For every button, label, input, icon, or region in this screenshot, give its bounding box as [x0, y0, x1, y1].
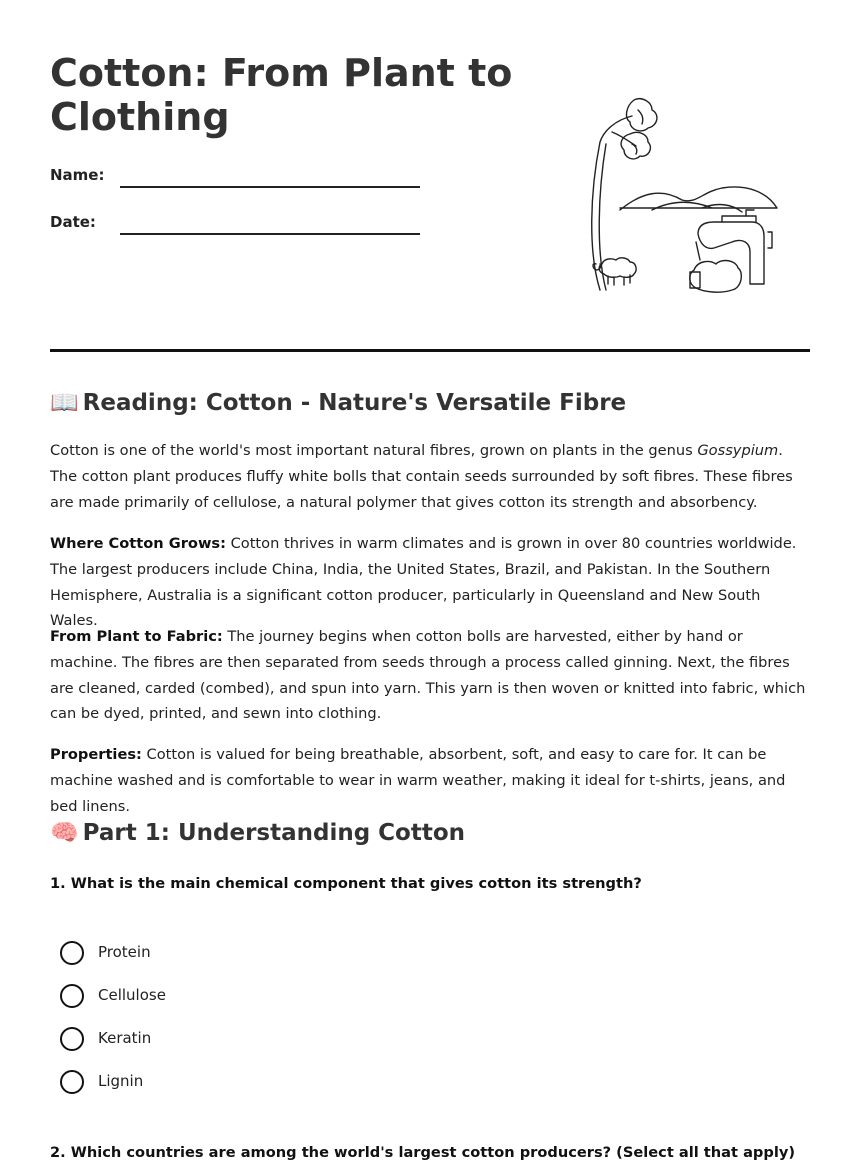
radio-button[interactable] — [60, 941, 84, 965]
cotton-plant-stem — [592, 116, 632, 290]
name-label: Name: — [50, 166, 105, 184]
option-label: Cellulose — [98, 986, 166, 1004]
reading-heading — [50, 388, 626, 418]
part1-heading — [50, 818, 465, 848]
where-cotton-grows-label: Where Cotton Grows: — [50, 535, 226, 552]
question-1: 1. What is the main chemical component that gives cotton its strength? — [50, 875, 642, 892]
q1-option-keratin[interactable] — [60, 1027, 360, 1051]
option-label: Protein — [98, 943, 151, 961]
header-divider — [50, 349, 810, 352]
part1-heading-text: Part 1: Understanding Cotton — [82, 820, 466, 846]
name-input-line[interactable] — [120, 186, 420, 188]
date-label: Date: — [50, 213, 96, 231]
book-icon: 📖 — [50, 390, 79, 416]
radio-button[interactable] — [60, 1070, 84, 1094]
radio-button[interactable] — [60, 984, 84, 1008]
properties-paragraph: Properties: Cotton is valued for being breathable, absorbent, soft, and easy to care for. It can be machine washed and is comfortable to wear in warm weather, making it ideal for t-shirts, jeans, and bed linens. — [50, 746, 786, 815]
reading-intro-paragraph: Cotton is one of the world's most important natural fibres, grown on plants in the genus Gossypium. The cotton plant produces fluffy white bolls that contain seeds surrounded by soft fibres. These fibres are made primarily of cellulose, a natural polymer that gives cotton its strength and absorbency. — [50, 442, 793, 511]
name-field — [50, 166, 420, 196]
page-title: Cotton: From Plant to Clothing — [50, 51, 513, 139]
plant-to-fabric-label: From Plant to Fabric: — [50, 628, 223, 645]
sheep-body — [599, 258, 636, 277]
plant-to-fabric-paragraph: From Plant to Fabric: The journey begins when cotton bolls are harvested, either by hand or machine. The fibres are then separated from seeds through a process called ginning. Next, the fibres are cleaned, carded (combed), and spun into yarn. This yarn is then woven or knitted into fabric, which can be dyed, printed, and sewn into clothing. — [50, 628, 806, 723]
radio-button[interactable] — [60, 1027, 84, 1051]
question-2: 2. Which countries are among the world's largest cotton producers? (Select all that apply) — [50, 1144, 796, 1161]
genus-name: Gossypium — [697, 442, 779, 459]
q1-option-cellulose[interactable] — [60, 984, 360, 1008]
reading-heading-text: Reading: Cotton - Nature's Versatile Fibre — [82, 390, 627, 416]
date-input-line[interactable] — [120, 233, 420, 235]
brain-icon: 🧠 — [50, 820, 79, 846]
sewing-machine-body — [698, 222, 764, 284]
date-field — [50, 213, 420, 243]
cotton-illustration-icon — [582, 92, 792, 297]
hills — [620, 187, 777, 210]
q1-option-protein[interactable] — [60, 941, 360, 965]
properties-label: Properties: — [50, 746, 142, 763]
option-label: Lignin — [98, 1072, 144, 1090]
q1-option-lignin[interactable] — [60, 1070, 360, 1094]
where-cotton-grows-paragraph: Where Cotton Grows: Cotton thrives in warm climates and is grown in over 80 countries worldwide. The largest producers include China, India, the United States, Brazil, and Pakistan. In the Southern Hemisphere, Australia is a significant cotton producer, particularly in Queensland and New South Wales. — [50, 535, 797, 630]
option-label: Keratin — [98, 1029, 152, 1047]
